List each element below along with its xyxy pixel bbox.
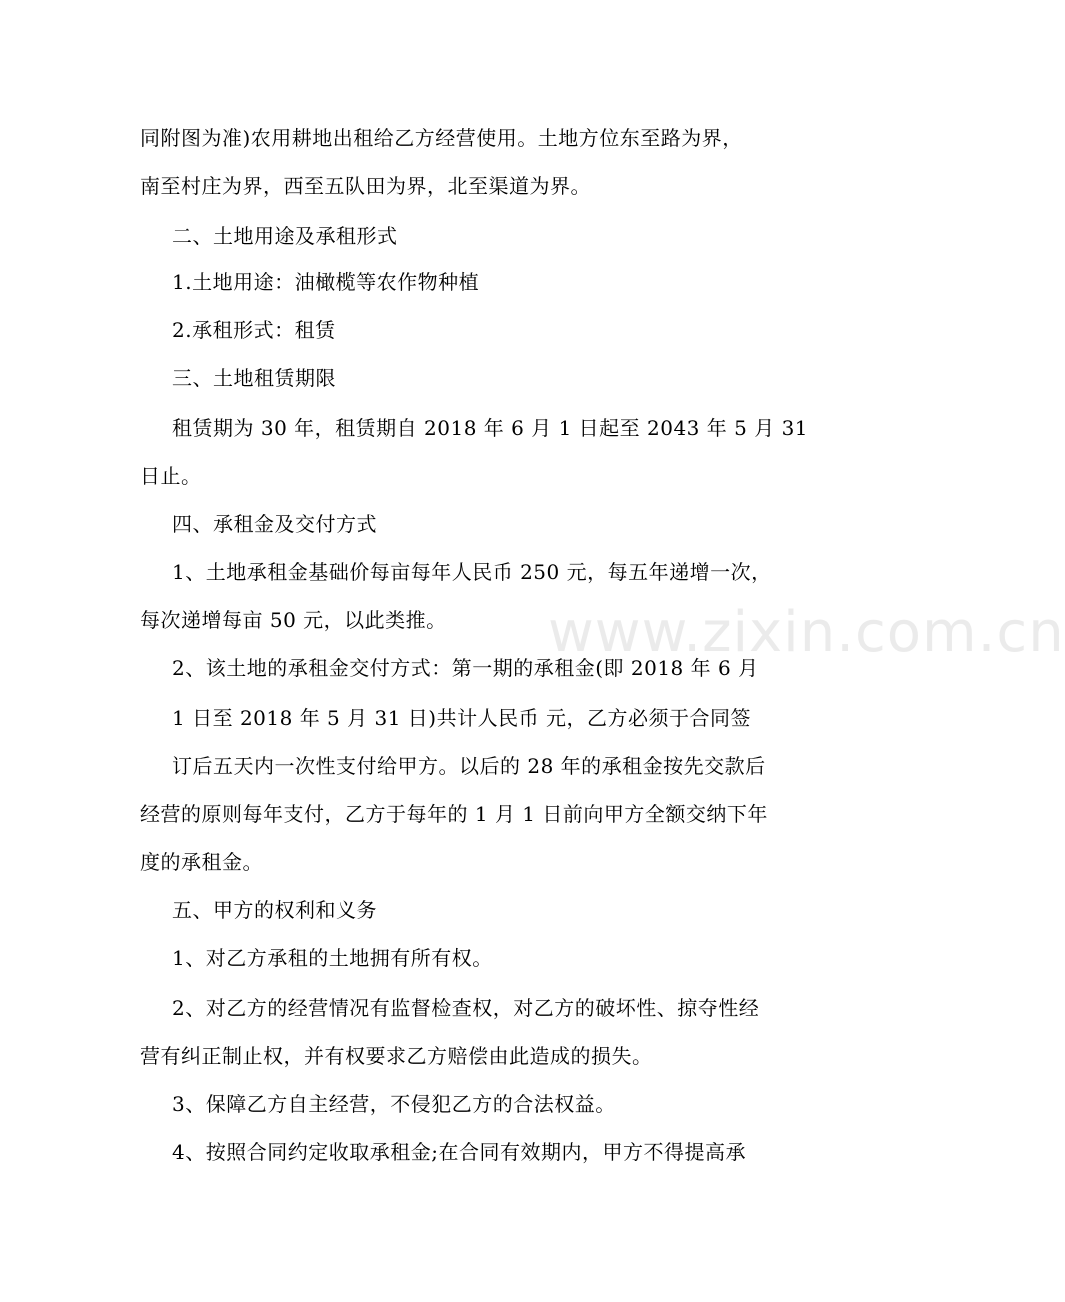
text-line: 租赁期为 30 年，租赁期自 2018 年 6 月 1 日起至 2043 年 5 月 31 [172,416,809,440]
text-line: 订后五天内一次性支付给甲方。以后的 28 年的承租金按先交款后 [172,754,766,778]
text-line: 度的承租金。 [140,850,263,874]
text-line: 南至村庄为界，西至五队田为界，北至渠道为界。 [140,174,591,198]
watermark: www.zixin.com.cn [548,600,1065,665]
section-heading: 三、土地租赁期限 [172,366,336,390]
section-heading: 二、土地用途及承租形式 [172,224,398,248]
text-line: 2、对乙方的经营情况有监督检查权，对乙方的破坏性、掠夺性经 [172,996,760,1020]
text-line: 经营的原则每年支付，乙方于每年的 1 月 1 日前向甲方全额交纳下年 [140,802,768,826]
text-line: 日止。 [140,464,202,488]
text-line: 3、保障乙方自主经营，不侵犯乙方的合法权益。 [172,1092,616,1116]
section-heading: 四、承租金及交付方式 [172,512,377,536]
text-line: 4、按照合同约定收取承租金;在合同有效期内，甲方不得提高承 [172,1140,746,1164]
text-line: 每次递增每亩 50 元，以此类推。 [140,608,447,632]
text-line: 1、土地承租金基础价每亩每年人民币 250 元，每五年递增一次， [172,560,772,584]
text-line: 2、该土地的承租金交付方式：第一期的承租金(即 2018 年 6 月 [172,656,759,680]
text-line: 同附图为准)农用耕地出租给乙方经营使用。土地方位东至路为界， [140,126,743,150]
text-line: 2.承租形式：租赁 [172,318,336,342]
text-line: 营有纠正制止权，并有权要求乙方赔偿由此造成的损失。 [140,1044,653,1068]
text-line: 1 日至 2018 年 5 月 31 日)共计人民币 元，乙方必须于合同签 [172,706,751,730]
section-heading: 五、甲方的权利和义务 [172,898,377,922]
text-line: 1、对乙方承租的土地拥有所有权。 [172,946,493,970]
text-line: 1.土地用途：油橄榄等农作物种植 [172,270,480,294]
